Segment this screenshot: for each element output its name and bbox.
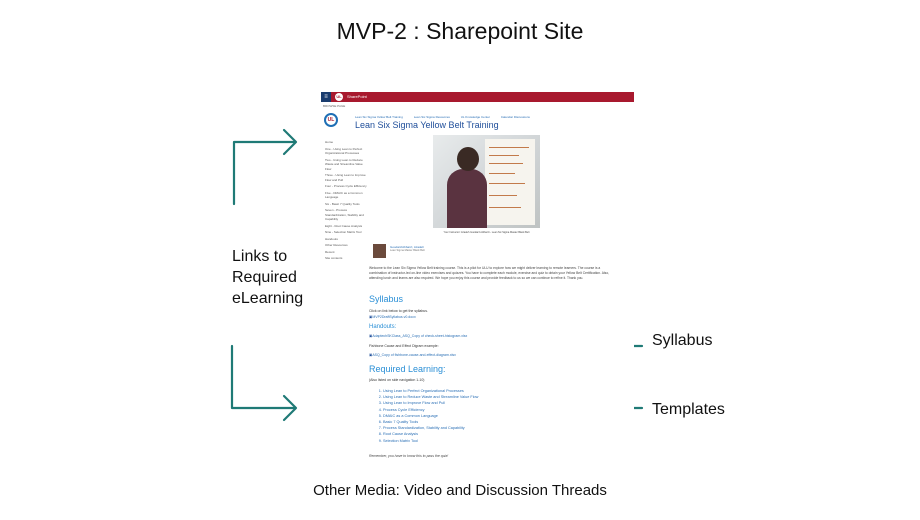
instructor-head: [457, 147, 479, 171]
left-nav-item[interactable]: Recent: [325, 249, 335, 254]
left-nav-item[interactable]: Two - Using Lean to Reduce Waste and Streamline Value Flow: [325, 157, 363, 171]
whiteboard: [485, 139, 535, 225]
required-learning-link[interactable]: 6. Basic 7 Quality Tools: [383, 419, 478, 425]
remember-text: Remember, you have to know this to pass the quiz!: [369, 454, 449, 458]
required-learning-link[interactable]: 4. Process Cycle Efficiency: [383, 407, 478, 413]
syllabus-instruction: Click on link below to get the syllabus.: [369, 309, 428, 313]
required-learning-link[interactable]: 9. Selection Matrix Tool: [383, 438, 478, 444]
required-learning-link[interactable]: 7. Process Standardization, Stability and Capability: [383, 425, 478, 431]
handout-file-link[interactable]: ▣ AdaptechSKClass_ASQ_Copy of check-sheet-histogram.xlsx: [369, 334, 467, 338]
left-nav-item[interactable]: Three - Using Lean to Improve Flow and Pull: [325, 173, 366, 182]
required-learning-link[interactable]: 1. Using Lean to Perfect Organizational Processes: [383, 388, 478, 394]
instructor-figure: [447, 169, 487, 228]
author-avatar: [373, 244, 386, 258]
suite-bar: [321, 92, 634, 102]
left-nav-item[interactable]: Home: [325, 140, 334, 144]
quick-launch-nav: [325, 140, 367, 263]
links-line-3: eLearning: [232, 290, 304, 307]
top-nav-item[interactable]: Lean Six Sigma Resources: [413, 115, 450, 119]
photo-caption: Your Instructor: Azadeh Goodarzi-Abbarzi - Lean Six Sigma Master Black Belt: [443, 231, 530, 234]
links-annotation: [232, 246, 332, 309]
templates-annotation: Templates: [652, 401, 725, 418]
ribbon-tabs[interactable]: BROWSE PAGE: [323, 104, 346, 108]
left-nav-item[interactable]: Handouts: [325, 236, 338, 241]
elbow-arrow-bottom: [232, 346, 296, 420]
author-role: Lean Sigma Master Black Belt: [390, 249, 425, 252]
links-line-2: Required: [232, 269, 297, 286]
fishbone-label: Fishbone Cause and Effect Digram example:: [369, 344, 439, 348]
top-nav-item[interactable]: Lean Six Sigma Yellow Belt Training: [355, 115, 403, 119]
site-logo[interactable]: UL: [324, 113, 338, 127]
top-navigation: [355, 115, 540, 119]
left-nav-item[interactable]: Five - DMAIC as a Common Language: [325, 190, 363, 199]
app-launcher-icon[interactable]: ≡: [321, 92, 331, 102]
elbow-arrow-top: [234, 130, 296, 204]
slide-title: MVP-2 : Sharepoint Site: [336, 18, 584, 44]
links-line-1: Links to: [232, 248, 288, 265]
left-nav-item[interactable]: Site contents: [325, 256, 343, 260]
top-nav-item[interactable]: Calendar Discussions: [500, 115, 530, 119]
instructor-photo: [433, 135, 540, 228]
required-learning-link[interactable]: 2. Using Lean to Reduce Waste and Streamline Value Flow: [383, 394, 478, 400]
sharepoint-brand[interactable]: SharePoint: [347, 94, 367, 99]
bottom-caption: Other Media: Video and Discussion Threads: [313, 482, 607, 499]
left-nav-item[interactable]: Other Resources: [325, 243, 348, 247]
author-name[interactable]: GoodarziAbbarzi, Azadeh: [390, 245, 425, 249]
required-learning-link[interactable]: 3. Using Lean to Improve Flow and Pull: [383, 400, 478, 406]
required-learning-heading: Required Learning:: [369, 364, 446, 374]
left-nav-item[interactable]: Seven - Process Standardization, Stability and Capability: [325, 208, 364, 221]
left-nav-item[interactable]: One - Using Lean to Perfect Organizational Processes: [325, 146, 363, 155]
required-learning-link[interactable]: 5. DMAIC as a Common Language: [383, 413, 478, 419]
top-nav-item[interactable]: UL Knowledge Center: [460, 115, 490, 119]
sharepoint-screenshot: [321, 78, 634, 470]
ul-badge-icon: UL: [336, 94, 342, 99]
syllabus-annotation: Syllabus: [652, 332, 713, 349]
syllabus-file-link[interactable]: ▣ MVP2DraftSyllabus.v0.docx: [369, 315, 416, 319]
fishbone-file-link[interactable]: ▣ ASQ_Copy of fishbone-cause-and-effect-diagram.xlsx: [369, 353, 456, 357]
handouts-heading: Handouts:: [369, 324, 397, 330]
required-note: (Also listed on side navigation 1-10): [369, 378, 425, 382]
site-title[interactable]: Lean Six Sigma Yellow Belt Training: [355, 120, 499, 130]
left-nav-item[interactable]: Eight - Root Cause Analysis: [325, 223, 363, 228]
welcome-text: Welcome to the Lean Six Sigma Yellow Belt training course. This is a pilot for ULU to explore how we might deliver learning to remote learners. The course is a combination of instructor-led on-line video exercises and quizzes. You have to complete each module, exercise and quiz to obtain your Yellow Belt Certification. Also, attending lunch and learns are also required. We hope you enjoy this course and provide feedback to us so we can continue to refine it. Thank you.: [369, 266, 610, 280]
left-nav-item[interactable]: Six - Basic 7 Quality Tools: [325, 201, 360, 206]
left-nav-item[interactable]: Nine - Selection Matrix Tool: [325, 230, 362, 234]
left-nav-item[interactable]: Four - Process Cycle Efficiency: [325, 184, 367, 188]
syllabus-heading: Syllabus: [369, 294, 404, 304]
required-learning-link[interactable]: 8. Root Cause Analysis: [383, 431, 478, 437]
required-learning-list: [379, 388, 478, 444]
